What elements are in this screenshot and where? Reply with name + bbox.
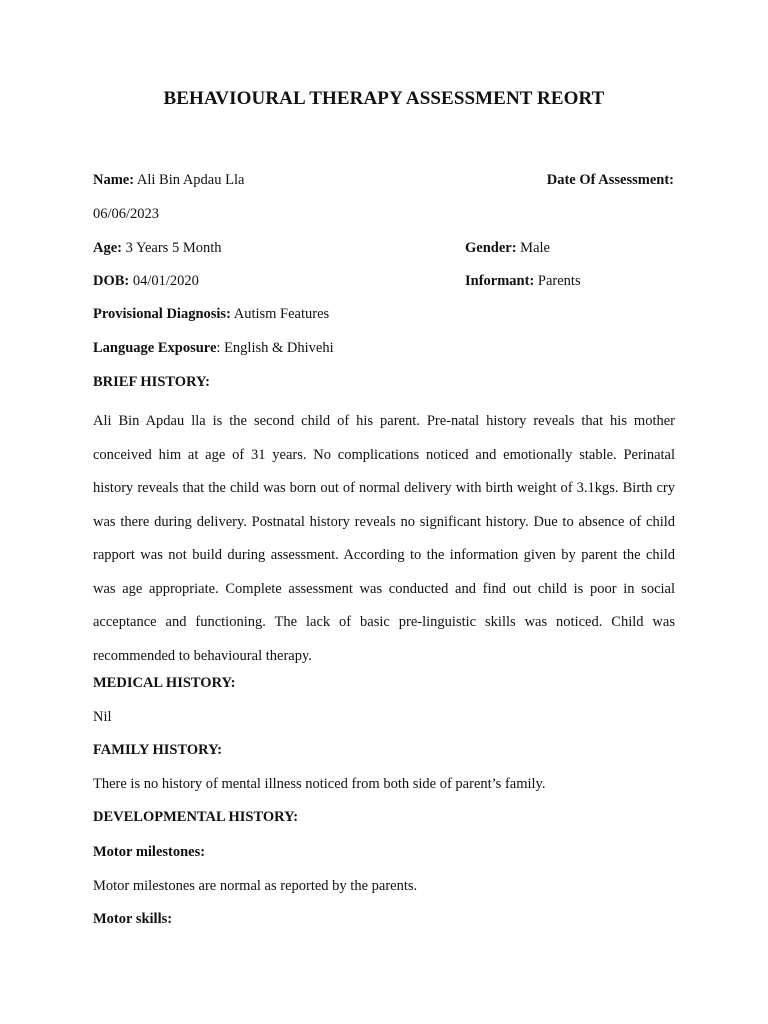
brief-history-text: Ali Bin Apdau lla is the second child of his parent. Pre-natal history reveals that his mother conceived him at age of 31 years. No complications noticed and emotionally stable. Perinatal history reveals that the child was born out of normal delivery with birth weight of 3.1kgs. Birth cry was there during delivery. Postnatal history reveals no significant history. Due to absence of child rapport was not build during assessment. According to the information given by parent the child was age appropriate. Complete assessment was conducted and find out child is poor in social acceptance and functioning. The lack of basic pre-linguistic skills was noticed. Child was recommended to behavioural therapy. xyxy=(93,413,675,664)
informant-label: Informant: xyxy=(465,273,535,289)
informant-value: Parents xyxy=(534,273,581,289)
language-exposure-value: : English & Dhivehi xyxy=(216,340,334,356)
brief-history-paragraph xyxy=(93,405,675,673)
brief-history-heading: BRIEF HISTORY: xyxy=(93,374,211,390)
diagnosis-label: Provisional Diagnosis: xyxy=(93,306,231,322)
age-field xyxy=(93,239,222,257)
gender-field xyxy=(465,239,550,257)
family-history-heading: FAMILY HISTORY: xyxy=(93,742,223,758)
date-of-assessment-value: 06/06/2023 xyxy=(93,206,160,222)
family-history-text: There is no history of mental illness noticed from both side of parent’s family. xyxy=(93,776,546,792)
dob-value: 04/01/2020 xyxy=(129,273,199,289)
age-label: Age: xyxy=(93,240,122,256)
motor-milestones-text: Motor milestones are normal as reported by the parents. xyxy=(93,878,418,894)
name-field xyxy=(93,171,244,189)
name-label: Name: xyxy=(93,172,135,188)
motor-skills-heading: Motor skills: xyxy=(93,911,173,927)
informant-field xyxy=(465,272,581,290)
name-value: Ali Bin Apdau Lla xyxy=(134,172,245,188)
developmental-history-heading: DEVELOPMENTAL HISTORY: xyxy=(93,809,299,825)
date-of-assessment-label: Date Of Assessment: xyxy=(546,172,674,188)
medical-history-text: Nil xyxy=(93,709,112,725)
language-exposure-label: Language Exposure xyxy=(93,340,217,356)
report-title: BEHAVIOURAL THERAPY ASSESSMENT REORT xyxy=(163,88,605,109)
motor-milestones-heading: Motor milestones: xyxy=(93,844,206,860)
age-value: 3 Years 5 Month xyxy=(122,240,222,256)
medical-history-heading: MEDICAL HISTORY: xyxy=(93,675,236,691)
dob-label: DOB: xyxy=(93,273,130,289)
diagnosis-field xyxy=(93,305,329,323)
gender-label: Gender: xyxy=(465,240,517,256)
language-exposure-field xyxy=(93,339,334,357)
diagnosis-value: Autism Features xyxy=(230,306,330,322)
dob-field xyxy=(93,272,199,290)
gender-value: Male xyxy=(516,240,550,256)
